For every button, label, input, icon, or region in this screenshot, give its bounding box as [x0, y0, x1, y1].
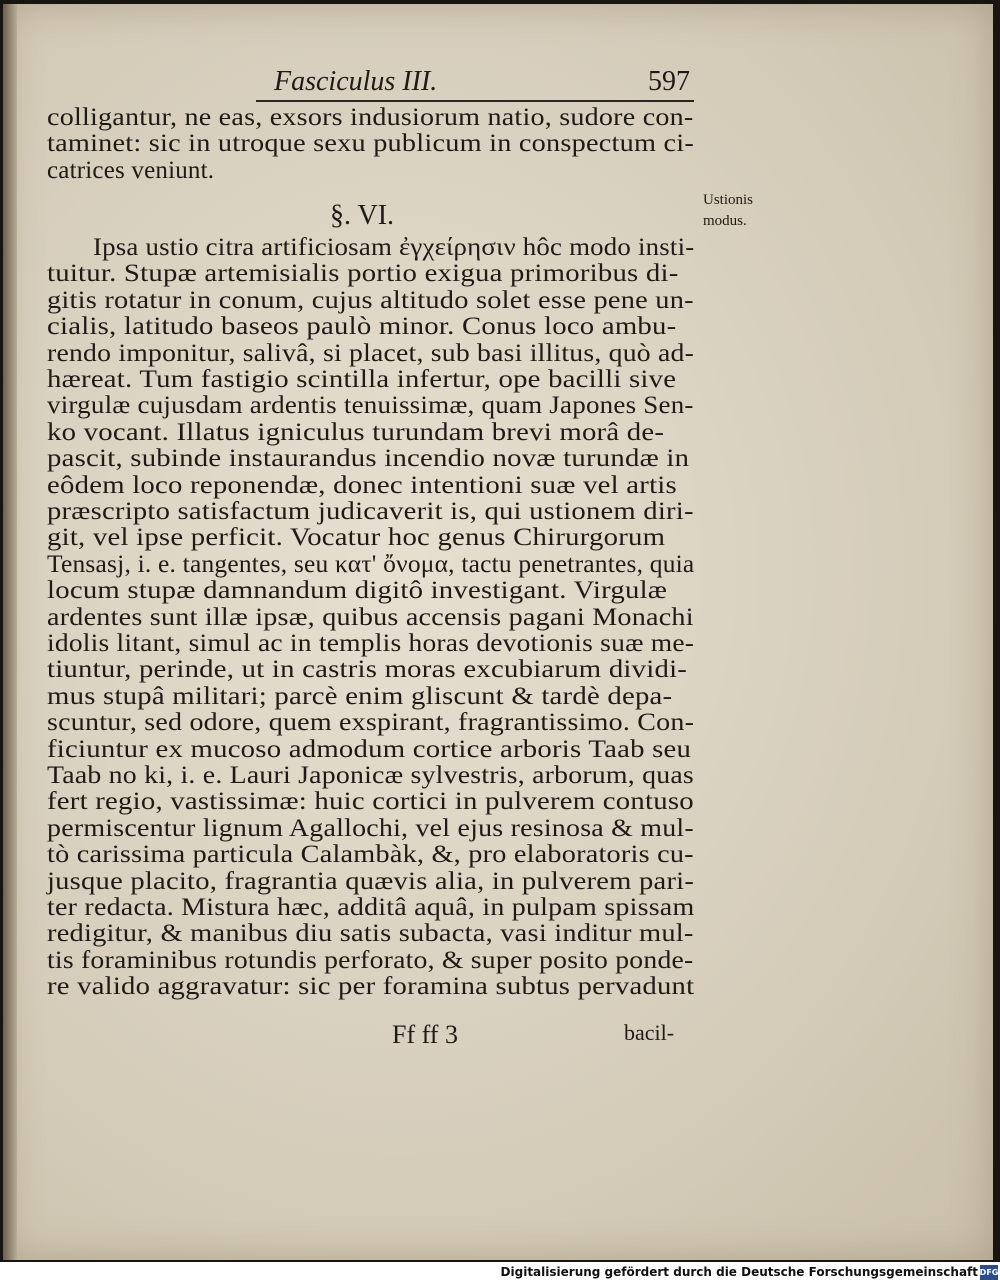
- body-line: catrices veniunt.: [47, 156, 215, 184]
- body-line: rendo imponitur, salivâ, si placet, sub basi illitus, quò ad-: [47, 339, 695, 367]
- body-line: mus stupâ militari; parcè enim gliscunt & tardè depa-: [47, 682, 673, 710]
- catchword: bacil-: [624, 1020, 675, 1045]
- body-line: præscripto satisfactum judicaverit is, qui ustionem diri-: [47, 498, 694, 525]
- footer-bar: [0, 1262, 1000, 1285]
- running-title: Fasciculus III.: [274, 66, 438, 97]
- margin-note-2: modus.: [703, 213, 747, 229]
- body-line: Tensasj, i. e. tangentes, seu κατ' ὄνομα, tactu penetrantes, quia: [47, 550, 695, 578]
- signature-mark: Ff ff 3: [392, 1020, 458, 1049]
- dfg-logo: DFG: [980, 1265, 998, 1280]
- page-spine-shadow: [3, 4, 17, 1260]
- body-line: hæreat. Tum fastigio scintilla infertur, ope bacilli sive: [47, 366, 677, 393]
- header-rule: [256, 100, 694, 102]
- body-line: ardentes sunt illæ ipsæ, quibus accensis pagani Monachi: [47, 603, 694, 631]
- body-line: ko vocant. Illatus igniculus turundam brevi morâ de-: [47, 418, 665, 446]
- body-line: idolis litant, simul ac in templis horas devotionis suæ me-: [47, 630, 695, 657]
- body-line: taminet: sic in utroque sexu publicum in conspectum ci-: [47, 130, 694, 158]
- page-number: 597: [648, 66, 690, 97]
- body-line: virgulæ cujusdam ardentis tenuissimæ, quam Japones Sen-: [47, 392, 694, 420]
- body-line: ficiuntur ex mucoso admodum cortice arboris Taab seu: [47, 735, 692, 763]
- body-line: re valido aggravatur: sic per foramina subtus pervadunt: [47, 973, 695, 1001]
- body-line: Ipsa ustio citra artificiosam ἐγχείρησιν hôc modo insti-: [93, 234, 695, 261]
- body-line: fert regio, vastissimæ: huic cortici in pulverem contuso: [47, 788, 694, 816]
- body-line: tiuntur, perinde, ut in castris moras excubiarum dividi-: [47, 656, 688, 684]
- body-line: tò carissima particula Calambàk, &, pro elaboratoris cu-: [47, 841, 694, 869]
- body-line: gitis rotatur in conum, cujus altitudo solet esse pene un-: [47, 286, 694, 314]
- body-line: colligantur, ne eas, exsors indusiorum natio, sudore con-: [47, 104, 694, 131]
- body-line: git, vel ipse perficit. Vocatur hoc genus Chirurgorum: [47, 524, 666, 552]
- margin-note-1: Ustionis: [703, 192, 754, 208]
- body-line: pascit, subinde instaurandus incendio novæ turundæ in: [47, 445, 690, 473]
- body-line: permiscentur lignum Agallochi, vel ejus resinosa & mul-: [47, 814, 694, 842]
- body-line: tuitur. Stupæ artemisialis portio exigua primoribus di-: [47, 260, 679, 288]
- section-heading: §. VI.: [330, 200, 395, 231]
- body-line: scuntur, sed odore, quem exspirant, fragrantissimo. Con-: [47, 709, 695, 737]
- footer-credit: Digitalisierung gefördert durch die Deutsche Forschungsgemeinschaft: [500, 1265, 978, 1279]
- body-line: locum stupæ damnandum digitô investigant. Virgulæ: [47, 577, 668, 605]
- body-line: cialis, latitudo baseos paulò minor. Conus loco ambu-: [47, 313, 677, 341]
- body-line: ter redacta. Mistura hæc, additâ aquâ, in pulpam spissam: [47, 894, 695, 921]
- body-line: eôdem loco reponendæ, donec intentioni suæ vel artis: [47, 471, 677, 499]
- body-line: redigitur, & manibus diu satis subacta, vasi inditur mul-: [47, 920, 694, 948]
- body-line: tis foraminibus rotundis perforato, & super posito ponde-: [47, 946, 694, 974]
- body-line: Taab no ki, i. e. Lauri Japonicæ sylvestris, arborum, quas: [47, 762, 694, 789]
- body-line: jusque placito, fragrantia quævis alia, in pulverem pari-: [47, 867, 695, 895]
